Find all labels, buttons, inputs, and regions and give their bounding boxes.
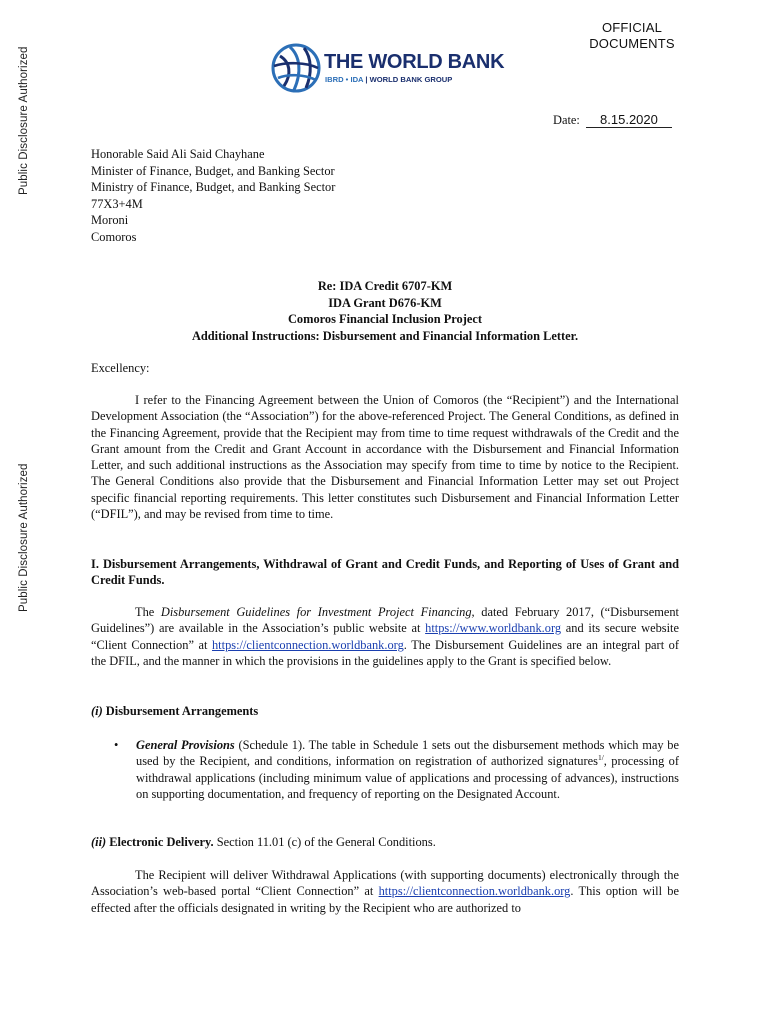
bullet-lead: General Provisions bbox=[136, 738, 235, 752]
subsection-ii-title: Electronic Delivery. bbox=[106, 835, 214, 849]
subsection-i-heading bbox=[91, 703, 679, 719]
client-connection-link[interactable]: https://clientconnection.worldbank.org bbox=[211, 637, 404, 652]
p2-text-1: The bbox=[135, 605, 161, 619]
p2-text-2: dated February 2017, (“Disbursement Guidelines”) are available in the Association’s public website at bbox=[91, 605, 679, 636]
bullet-general-provisions-text bbox=[136, 737, 679, 802]
paragraph-electronic-delivery bbox=[91, 867, 679, 916]
logo-tag-sep2: | bbox=[363, 75, 370, 84]
subsection-ii-rest: Section 11.01 (c) of the General Conditions. bbox=[213, 835, 436, 849]
date-label: Date: bbox=[553, 113, 580, 127]
recipient-address bbox=[91, 146, 335, 245]
bullet-text-2: , processing of withdrawal applications (including minimum value of applications and processing of advances), instructions on supporting documentation, and frequency of reporting on the Designated Account. bbox=[136, 754, 679, 801]
official-line: OFFICIAL bbox=[601, 20, 663, 35]
official-documents-stamp bbox=[586, 20, 678, 52]
bullet-text-1: (Schedule 1). The table in Schedule 1 sets out the disbursement methods which may be used by the Recipient, and conditions, information on registration of authorized signatures bbox=[136, 738, 679, 769]
recipient-country: Comoros bbox=[91, 229, 137, 244]
logo-tag-ibrd: IBRD bbox=[325, 75, 344, 84]
p3-text-2: . This option will be effected after the officials designated in writing by the Recipient who are authorized to bbox=[91, 884, 679, 915]
footnote-marker: 1/ bbox=[597, 753, 604, 763]
subject-credit: Re: IDA Credit 6707-KM bbox=[317, 279, 453, 293]
guidelines-title: Disbursement Guidelines for Investment Project Financing, bbox=[160, 605, 475, 619]
subject-block bbox=[91, 278, 679, 344]
bullet-icon: • bbox=[114, 738, 119, 752]
recipient-name: Honorable Said Ali Said Chayhane bbox=[91, 147, 265, 161]
subsection-ii-number: (ii) bbox=[91, 835, 107, 849]
recipient-city: Moroni bbox=[91, 213, 129, 227]
section-1-heading: I. Disbursement Arrangements, Withdrawal of Grant and Credit Funds, and Reporting of Uses of Grant and Credit Funds. bbox=[91, 557, 679, 588]
paragraph-guidelines bbox=[91, 604, 679, 669]
p3-text-1: The Recipient will deliver Withdrawal Applications (with supporting documents) electronically through the Association’s web-based portal “Client Connection” at bbox=[91, 868, 679, 899]
public-disclosure-stamp-top: Public Disclosure Authorized bbox=[18, 46, 30, 195]
documents-line: DOCUMENTS bbox=[589, 36, 675, 51]
paragraph-intro: I refer to the Financing Agreement between the Union of Comoros (the “Recipient”) and the International Development Association (the “Association”) for the above-referenced Project. The General Conditions, as defined in the Financing Agreement, provide that the Recipient may from time to time request withdrawals of the Credit and the Grant amount from the Credit and Grant Account in accordance with the Disbursement and Financial Information Letter, and such additional instructions as the Association may specify from time to time by notice to the Recipient. The General Conditions also provide that the Disbursement and Financial Information Letter may set out Project specific financial reporting requirements. This letter constitutes such Disbursement and Financial Information Letter (“DFIL”), and may be revised from time to time. bbox=[91, 393, 679, 522]
logo-tagline bbox=[325, 75, 452, 85]
p2-text-3: and its secure website “Client Connection” at bbox=[91, 621, 679, 652]
logo-tag-sep1: • bbox=[343, 75, 351, 84]
letter-date bbox=[553, 112, 672, 128]
client-connection-link-2[interactable]: https://clientconnection.worldbank.org bbox=[378, 884, 571, 899]
logo-tag-group: WORLD BANK GROUP bbox=[369, 75, 453, 84]
subject-instructions: Additional Instructions: Disbursement and Financial Information Letter. bbox=[191, 328, 579, 343]
logo-tag-ida: IDA bbox=[350, 75, 364, 84]
subsection-ii-heading bbox=[91, 834, 679, 850]
recipient-ministry: Ministry of Finance, Budget, and Banking Sector bbox=[91, 180, 336, 194]
salutation: Excellency: bbox=[91, 361, 150, 375]
world-bank-logo bbox=[270, 42, 510, 94]
logo-wordmark: THE WORLD BANK bbox=[324, 51, 505, 73]
subject-project: Comoros Financial Inclusion Project bbox=[287, 312, 482, 326]
public-disclosure-stamp-bottom: Public Disclosure Authorized bbox=[18, 463, 30, 612]
subsection-i-title: Disbursement Arrangements bbox=[102, 704, 259, 718]
date-value: 8.15.2020 bbox=[586, 113, 672, 128]
subsection-i-number: (i) bbox=[91, 704, 103, 718]
p2-text-4: . The Disbursement Guidelines are an integral part of the DFIL, and the manner in which the provisions in the guidelines apply to the Grant is specified below. bbox=[91, 637, 679, 668]
bullet-general-provisions bbox=[114, 737, 679, 802]
world-bank-globe-icon bbox=[270, 42, 322, 94]
subject-grant: IDA Grant D676-KM bbox=[328, 295, 442, 310]
worldbank-website-link[interactable]: https://www.worldbank.org bbox=[425, 621, 562, 636]
recipient-title: Minister of Finance, Budget, and Banking Sector bbox=[91, 163, 335, 178]
recipient-plus-code: 77X3+4M bbox=[91, 196, 143, 211]
